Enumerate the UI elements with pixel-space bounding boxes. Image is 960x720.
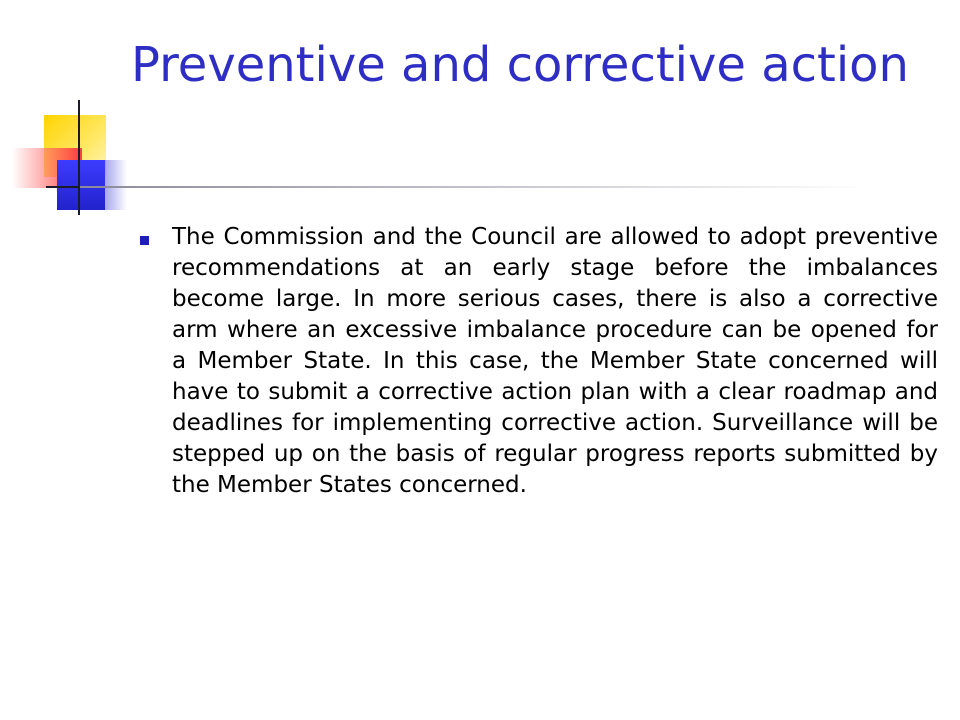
bullet-text: The Commission and the Council are allowed to adopt preventive recommendations at an early stage before the imbalances become large. In more serious cases, there is also a corrective arm where an excessive imbalance procedure can be opened for a Member State. In this case, the Member State concerned will have to submit a corrective action plan with a clear roadmap and deadlines for implementing corrective action. Surveillance will be stepped up on the basis of regular progress reports submitted by the Member States concerned. <box>172 224 938 498</box>
slide-title: Preventive and corrective action <box>131 37 909 93</box>
decorative-blue-square <box>57 160 105 210</box>
bullet-list <box>130 222 938 501</box>
title-underline-rule <box>80 186 870 188</box>
decorative-blue-fade <box>105 160 127 210</box>
square-bullet-icon <box>140 236 149 245</box>
bullet-item <box>130 222 938 501</box>
decorative-vertical-line <box>78 100 80 215</box>
